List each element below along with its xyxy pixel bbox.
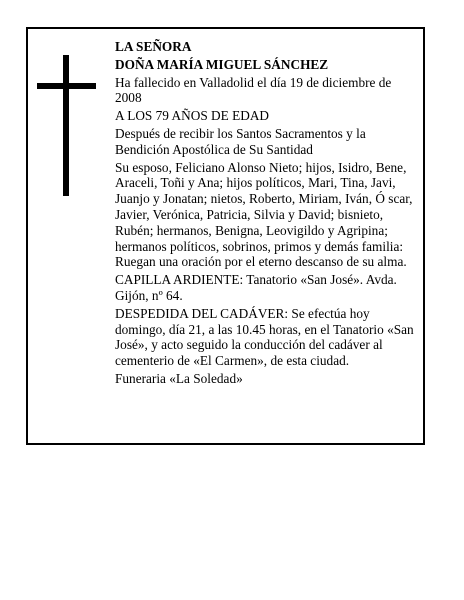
deceased-name: DOÑA MARÍA MIGUEL SÁNCHEZ xyxy=(115,56,329,72)
notice-title: LA SEÑORA xyxy=(115,39,192,54)
funeral-home: Funeraria «La Soledad» xyxy=(115,370,243,386)
cross-vertical-bar xyxy=(63,55,69,196)
farewell-paragraph: DESPEDIDA DEL CADÁVER: Se efectúa hoy domingo, día 21, a las 10.45 horas, en el Tanatorio «San José», y acto seguido la conducción del cadáver al cementerio de «El Carmen», de esta ciudad. xyxy=(115,305,414,369)
sacraments-line: Después de recibir los Santos Sacramentos y la Bendición Apostólica de Su Santidad xyxy=(115,125,366,157)
age-line: A LOS 79 AÑOS DE EDAD xyxy=(115,108,270,124)
obituary-text xyxy=(115,39,421,389)
cross-horizontal-bar xyxy=(37,83,96,89)
death-line: Ha fallecido en Valladolid el día 19 de diciembre de 2008 xyxy=(115,74,392,106)
family-paragraph: Su esposo, Feliciano Alonso Nieto; hijos, Isidro, Bene, Araceli, Toñi y Ana; hijos políticos, Mari, Tina, Javi, Juanjo y Jonatan; nietos, Roberto, Miriam, Iván, Ó scar, Javier, Verónica, Patricia, Silvia y David; bisnieto, Rubén; hermanos, Benigna, Leovigildo y Agripina; hermanos políticos, sobrinos, primos y demás familia: Ruegan una oración por el eterno descanso de su alma. xyxy=(115,159,413,270)
chapel-line: CAPILLA ARDIENTE: Tanatorio «San José». Avda. Gijón, nº 64. xyxy=(115,272,397,303)
